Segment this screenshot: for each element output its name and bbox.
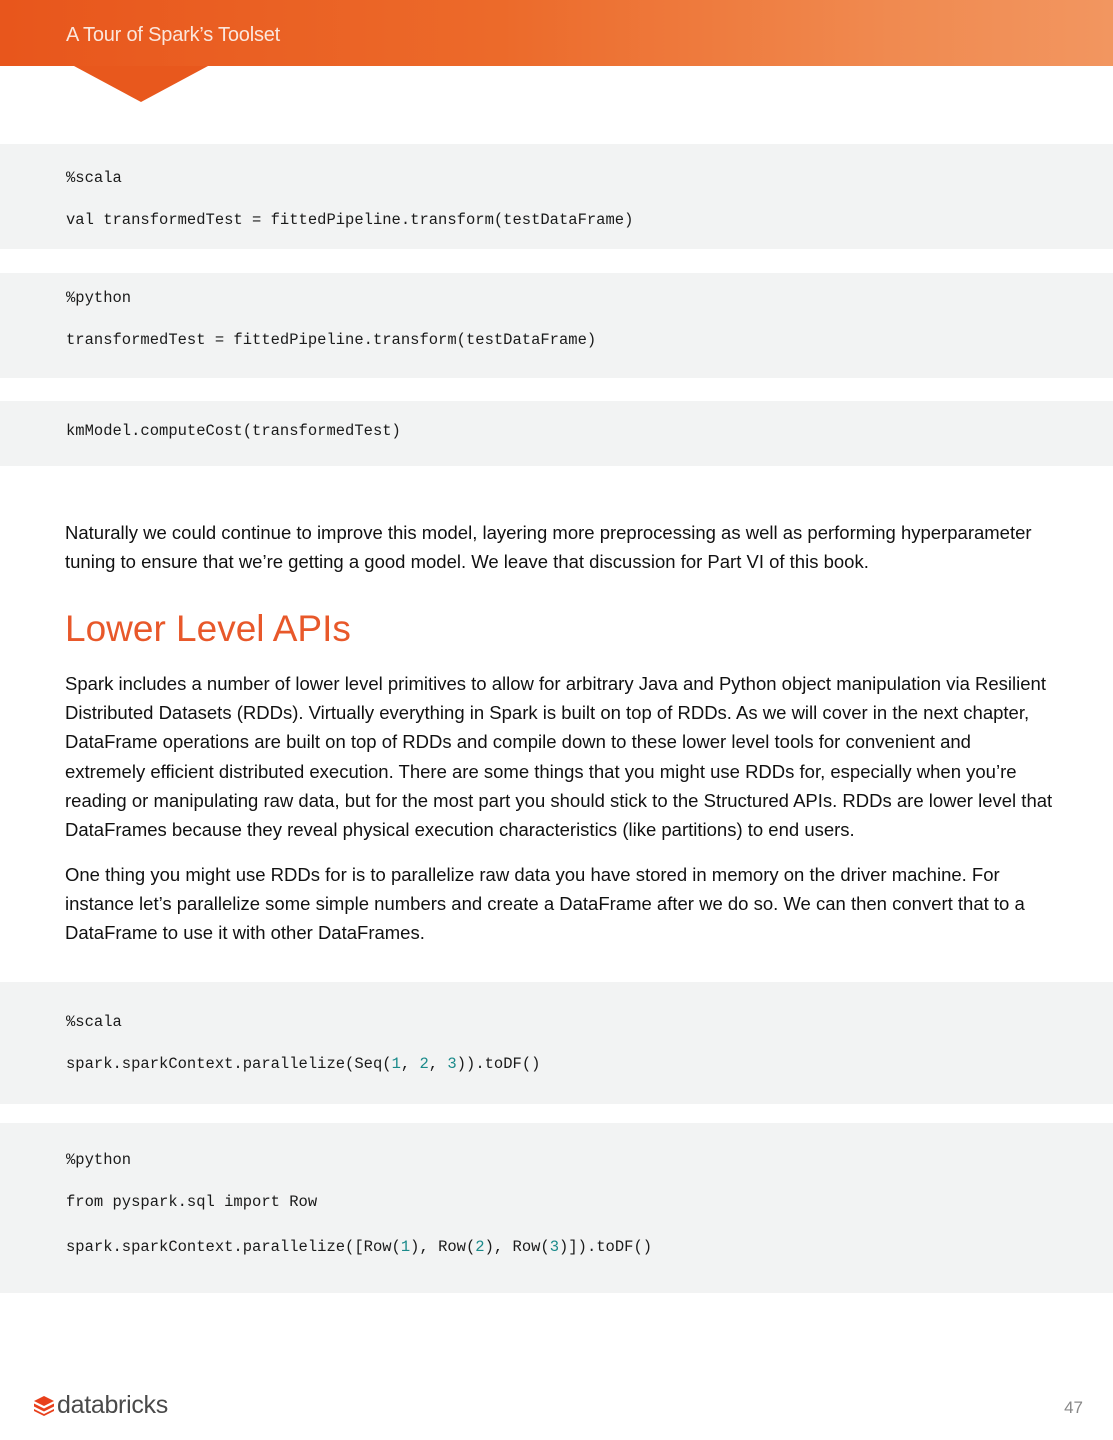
code-line: %scala (66, 169, 122, 187)
code-block-scala-parallelize (0, 982, 1113, 1104)
code-text: ), Row( (484, 1238, 550, 1256)
section-heading: Lower Level APIs (65, 608, 351, 649)
code-block-scala-transform (0, 144, 1113, 249)
code-text: spark.sparkContext.parallelize(Seq( (66, 1055, 392, 1073)
code-line: %scala (66, 1013, 122, 1031)
code-number: 3 (549, 1238, 560, 1256)
body-paragraph: One thing you might use RDDs for is to parallelize raw data you have stored in memory on the driver machine. For instance let’s parallelize some simple numbers and create a DataFrame after we do so. We can then convert that to a DataFrame to use it with other DataFrames. (65, 864, 1025, 944)
code-line: val transformedTest = fittedPipeline.transform(testDataFrame) (66, 211, 634, 229)
code-line: transformedTest = fittedPipeline.transform(testDataFrame) (66, 331, 597, 349)
code-block-python-parallelize (0, 1123, 1113, 1293)
code-number: 3 (447, 1055, 457, 1073)
databricks-stack-icon (33, 1394, 55, 1416)
header-banner (0, 0, 1113, 66)
code-text: , (400, 1055, 420, 1073)
code-block-python-transform (0, 273, 1113, 378)
code-number: 2 (419, 1055, 429, 1073)
code-line: %python (66, 1151, 132, 1169)
code-text: )]).toDF() (559, 1238, 653, 1256)
code-number: 1 (400, 1238, 411, 1256)
header-notch (74, 66, 208, 102)
logo-wordmark: databricks (57, 1390, 168, 1419)
chapter-title: A Tour of Spark’s Toolset (66, 24, 281, 46)
code-text: )).toDF() (456, 1055, 541, 1073)
code-text: ), Row( (410, 1238, 476, 1256)
databricks-logo (33, 1390, 168, 1420)
code-line (66, 1238, 652, 1256)
body-paragraph: Naturally we could continue to improve this model, layering more preprocessing as well as performing hyperparameter tuning to ensure that we’re getting a good model. We leave that discussion for Part VI of this book. (65, 522, 1032, 573)
code-line: from pyspark.sql import Row (66, 1193, 318, 1211)
body-paragraph: Spark includes a number of lower level primitives to allow for arbitrary Java and Python object manipulation via Resilient Distributed Datasets (RDDs). Virtually everything in Spark is built on top of RDDs. As we will cover in the next chapter, DataFrame operations are built on top of RDDs and compile down to these lower level tools for convenient and extremely efficient distributed execution. There are some things that you might use RDDs for, especially when you’re reading or manipulating raw data, but for the most part you should stick to the Structured APIs. RDDs are lower level that DataFrames because they reveal physical execution characteristics (like partitions) to end users. (65, 673, 1053, 841)
code-text: spark.sparkContext.parallelize([Row( (66, 1238, 401, 1256)
code-line (66, 1055, 540, 1073)
code-line: %python (66, 289, 132, 307)
code-number: 2 (475, 1238, 485, 1256)
code-text: , (428, 1055, 448, 1073)
page-number: 47 (1064, 1398, 1083, 1417)
code-block-compute-cost (0, 401, 1113, 466)
code-number: 1 (391, 1055, 401, 1073)
code-line: kmModel.computeCost(transformedTest) (66, 422, 401, 440)
